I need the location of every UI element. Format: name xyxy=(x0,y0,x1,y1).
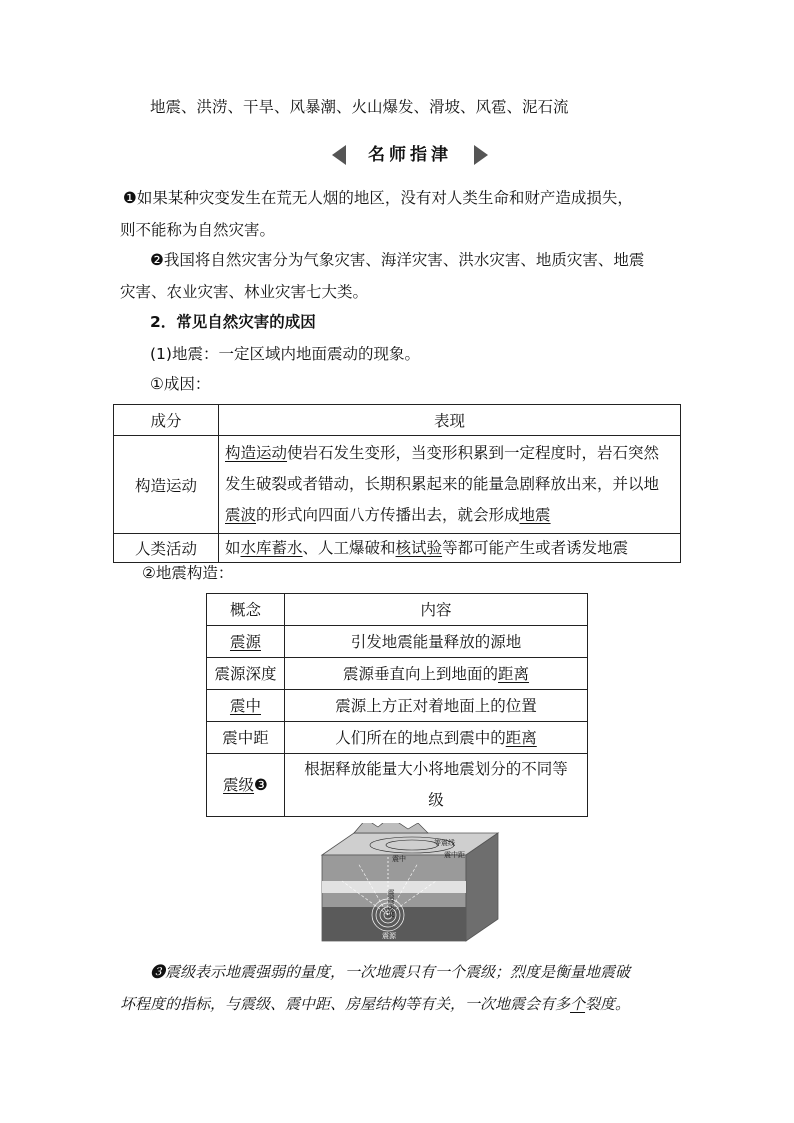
isoseismal-label: 等震线 xyxy=(434,839,455,847)
table-row xyxy=(207,754,588,817)
header-cell: 概念 xyxy=(207,594,285,626)
right-arrow-icon xyxy=(474,145,488,165)
note3-line1: ❸震级表示地震强弱的量度，一次地震只有一个震级；烈度是衡量地震破 xyxy=(150,963,631,981)
term-cell: 震中距 xyxy=(207,722,285,754)
term-cell: 震中 xyxy=(207,690,285,722)
causes-table xyxy=(113,404,681,563)
focal-depth-label: 震源深度 xyxy=(387,889,395,917)
note2-line1: ❷我国将自然灾害分为气象灾害、海洋灾害、洪水灾害、地质灾害、地震 xyxy=(150,251,645,269)
content-cell: 人们所在的地点到震中的距离 xyxy=(285,722,588,754)
table-row xyxy=(207,626,588,658)
banner-title: 名师指津 xyxy=(368,145,452,165)
term-cell: 震级❸ xyxy=(207,754,285,817)
table-row xyxy=(207,722,588,754)
header-cell: 成分 xyxy=(114,405,219,436)
earthquake-diagram xyxy=(318,823,502,945)
left-arrow-icon xyxy=(332,145,346,165)
cause-desc: 如水库蓄水、人工爆破和核试验等都可能产生或者诱发地震 xyxy=(219,534,681,563)
epicentral-distance-label: 震中距 xyxy=(444,851,465,859)
term-cell: 震源深度 xyxy=(207,658,285,690)
note3-line2: 坏程度的指标，与震级、震中距、房屋结构等有关，一次地震会有多个裂度。 xyxy=(120,995,631,1013)
table-row xyxy=(207,658,588,690)
causes-label: ①成因： xyxy=(150,375,211,393)
table-row xyxy=(207,690,588,722)
table-row xyxy=(114,534,681,563)
focus-label: 震源 xyxy=(382,932,396,940)
section-heading: 2．常见自然灾害的成因 xyxy=(150,313,316,331)
table-row xyxy=(114,436,681,534)
epicenter-label: 震中 xyxy=(392,855,406,863)
header-cell: 内容 xyxy=(285,594,588,626)
note2-line2: 灾害、农业灾害、林业灾害七大类。 xyxy=(120,283,369,301)
note1-line2: 则不能称为自然灾害。 xyxy=(120,221,276,239)
term-cell: 震源 xyxy=(207,626,285,658)
content-cell: 震源垂直向上到地面的距离 xyxy=(285,658,588,690)
content-cell: 根据释放能量大小将地震划分的不同等 级 xyxy=(285,754,588,817)
subsection-heading: (1)地震：一定区域内地面震动的现象。 xyxy=(150,345,420,363)
content-cell: 引发地震能量释放的源地 xyxy=(285,626,588,658)
cause-name: 构造运动 xyxy=(114,436,219,534)
note1-line1: ❶如果某种灾变发生在荒无人烟的地区，没有对人类生命和财产造成损失， xyxy=(123,189,633,207)
content-cell: 震源上方正对着地面上的位置 xyxy=(285,690,588,722)
table-header-row xyxy=(207,594,588,626)
top-line: 地震、洪涝、干旱、风暴潮、火山爆发、滑坡、风雹、泥石流 xyxy=(150,98,569,116)
tips-banner xyxy=(330,142,490,168)
table-header-row xyxy=(114,405,681,436)
cause-desc: 构造运动使岩石发生变形，当变形积累到一定程度时，岩石突然 发生破裂或者错动，长期积累起来的能量急剧释放出来，并以地 震波的形式向四面八方传播出去，就会形成地震 xyxy=(219,436,681,534)
structure-table xyxy=(206,593,588,817)
structure-label: ②地震构造： xyxy=(142,564,234,582)
cause-name: 人类活动 xyxy=(114,534,219,563)
header-cell: 表现 xyxy=(219,405,681,436)
